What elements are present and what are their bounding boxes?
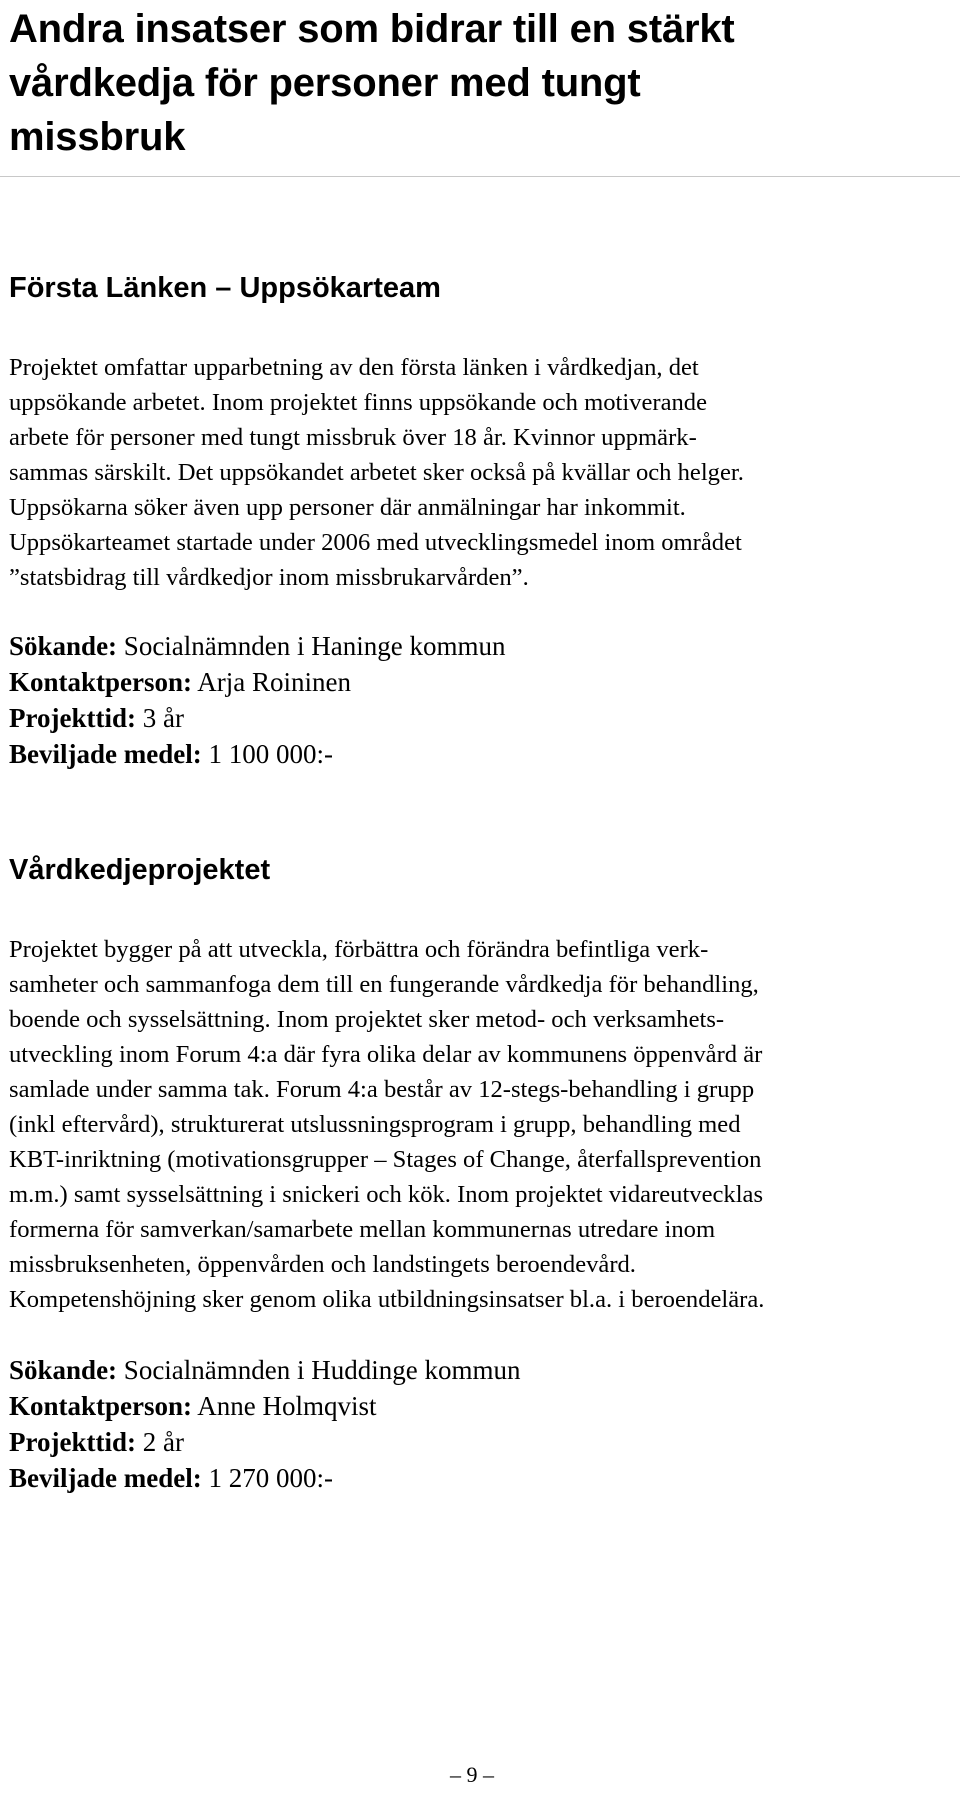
section-body-vardkedjeprojektet <box>9 932 954 1317</box>
body-line: samlade under samma tak. Forum 4:a består av 12-stegs-behandling i grupp <box>9 1076 755 1103</box>
applicant-label: Sökande: <box>9 631 118 661</box>
body-line: Uppsökarna söker även upp personer där anmälningar har inkommit. <box>9 494 686 521</box>
body-line: (inkl eftervård), strukturerat utslussningsprogram i grupp, behandling med <box>9 1111 741 1138</box>
page-title-line: Andra insatser som bidrar till en stärkt <box>9 7 735 51</box>
applicant-row <box>9 628 909 664</box>
body-line: uppsökande arbetet. Inom projektet finns uppsökande och motiverande <box>9 389 707 416</box>
granted-funds-value: 1 270 000:- <box>208 1463 333 1493</box>
body-line: Projektet omfattar upparbetning av den första länken i vårdkedjan, det <box>9 354 699 381</box>
applicant-label: Sökande: <box>9 1355 118 1385</box>
project-details-forsta-lanken <box>9 628 909 772</box>
body-line: formerna för samverkan/samarbete mellan kommunernas utredare inom <box>9 1216 716 1243</box>
applicant-value: Socialnämnden i Huddinge kommun <box>123 1355 521 1385</box>
granted-funds-label: Beviljade medel: <box>9 1463 202 1493</box>
body-line: KBT-inriktning (motivationsgrupper – Stages of Change, återfallsprevention <box>9 1146 762 1173</box>
project-duration-value: 2 år <box>142 1427 184 1457</box>
body-line: sammas särskilt. Det uppsökandet arbetet sker också på kvällar och helger. <box>9 459 744 486</box>
body-line: boende och sysselsättning. Inom projektet sker metod- och verksamhets- <box>9 1006 725 1033</box>
project-duration-value: 3 år <box>142 703 184 733</box>
project-duration-label: Projekttid: <box>9 1427 136 1457</box>
contact-person-row <box>9 664 909 700</box>
contact-person-row <box>9 1388 909 1424</box>
page-number: – 9 – <box>450 1762 494 1787</box>
body-line: m.m.) samt sysselsättning i snickeri och kök. Inom projektet vidareutvecklas <box>9 1181 764 1208</box>
contact-person-label: Kontaktperson: <box>9 1391 193 1421</box>
body-line: arbete för personer med tungt missbruk över 18 år. Kvinnor uppmärk- <box>9 424 697 451</box>
body-line: Uppsökarteamet startade under 2006 med utvecklingsmedel inom området <box>9 529 742 556</box>
contact-person-value: Anne Holmqvist <box>197 1391 377 1421</box>
section-body-forsta-lanken <box>9 350 954 595</box>
applicant-row <box>9 1352 909 1388</box>
page-title-line: vårdkedja för personer med tungt <box>9 61 641 105</box>
granted-funds-row <box>9 736 909 772</box>
section-heading-vardkedjeprojektet: Vårdkedjeprojektet <box>9 854 271 886</box>
page-title <box>9 2 949 164</box>
project-duration-row <box>9 700 909 736</box>
body-line: Projektet bygger på att utveckla, förbättra och förändra befintliga verk- <box>9 936 709 963</box>
granted-funds-label: Beviljade medel: <box>9 739 202 769</box>
title-divider <box>0 176 960 177</box>
body-line: ”statsbidrag till vårdkedjor inom missbrukarvården”. <box>9 564 529 591</box>
body-line: missbruksenheten, öppenvården och landstingets beroendevård. <box>9 1251 636 1278</box>
section-heading-forsta-lanken: Första Länken – Uppsökarteam <box>9 272 441 304</box>
granted-funds-value: 1 100 000:- <box>208 739 333 769</box>
project-details-vardkedjeprojektet <box>9 1352 909 1496</box>
page-title-line: missbruk <box>9 115 186 159</box>
body-line: Kompetenshöjning sker genom olika utbildningsinsatser bl.a. i beroendelära. <box>9 1286 765 1313</box>
project-duration-row <box>9 1424 909 1460</box>
body-line: utveckling inom Forum 4:a där fyra olika delar av kommunens öppenvård är <box>9 1041 763 1068</box>
body-line: samheter och sammanfoga dem till en fungerande vårdkedja för behandling, <box>9 971 759 998</box>
contact-person-value: Arja Roininen <box>197 667 352 697</box>
granted-funds-row <box>9 1460 909 1496</box>
project-duration-label: Projekttid: <box>9 703 136 733</box>
applicant-value: Socialnämnden i Haninge kommun <box>123 631 506 661</box>
contact-person-label: Kontaktperson: <box>9 667 193 697</box>
